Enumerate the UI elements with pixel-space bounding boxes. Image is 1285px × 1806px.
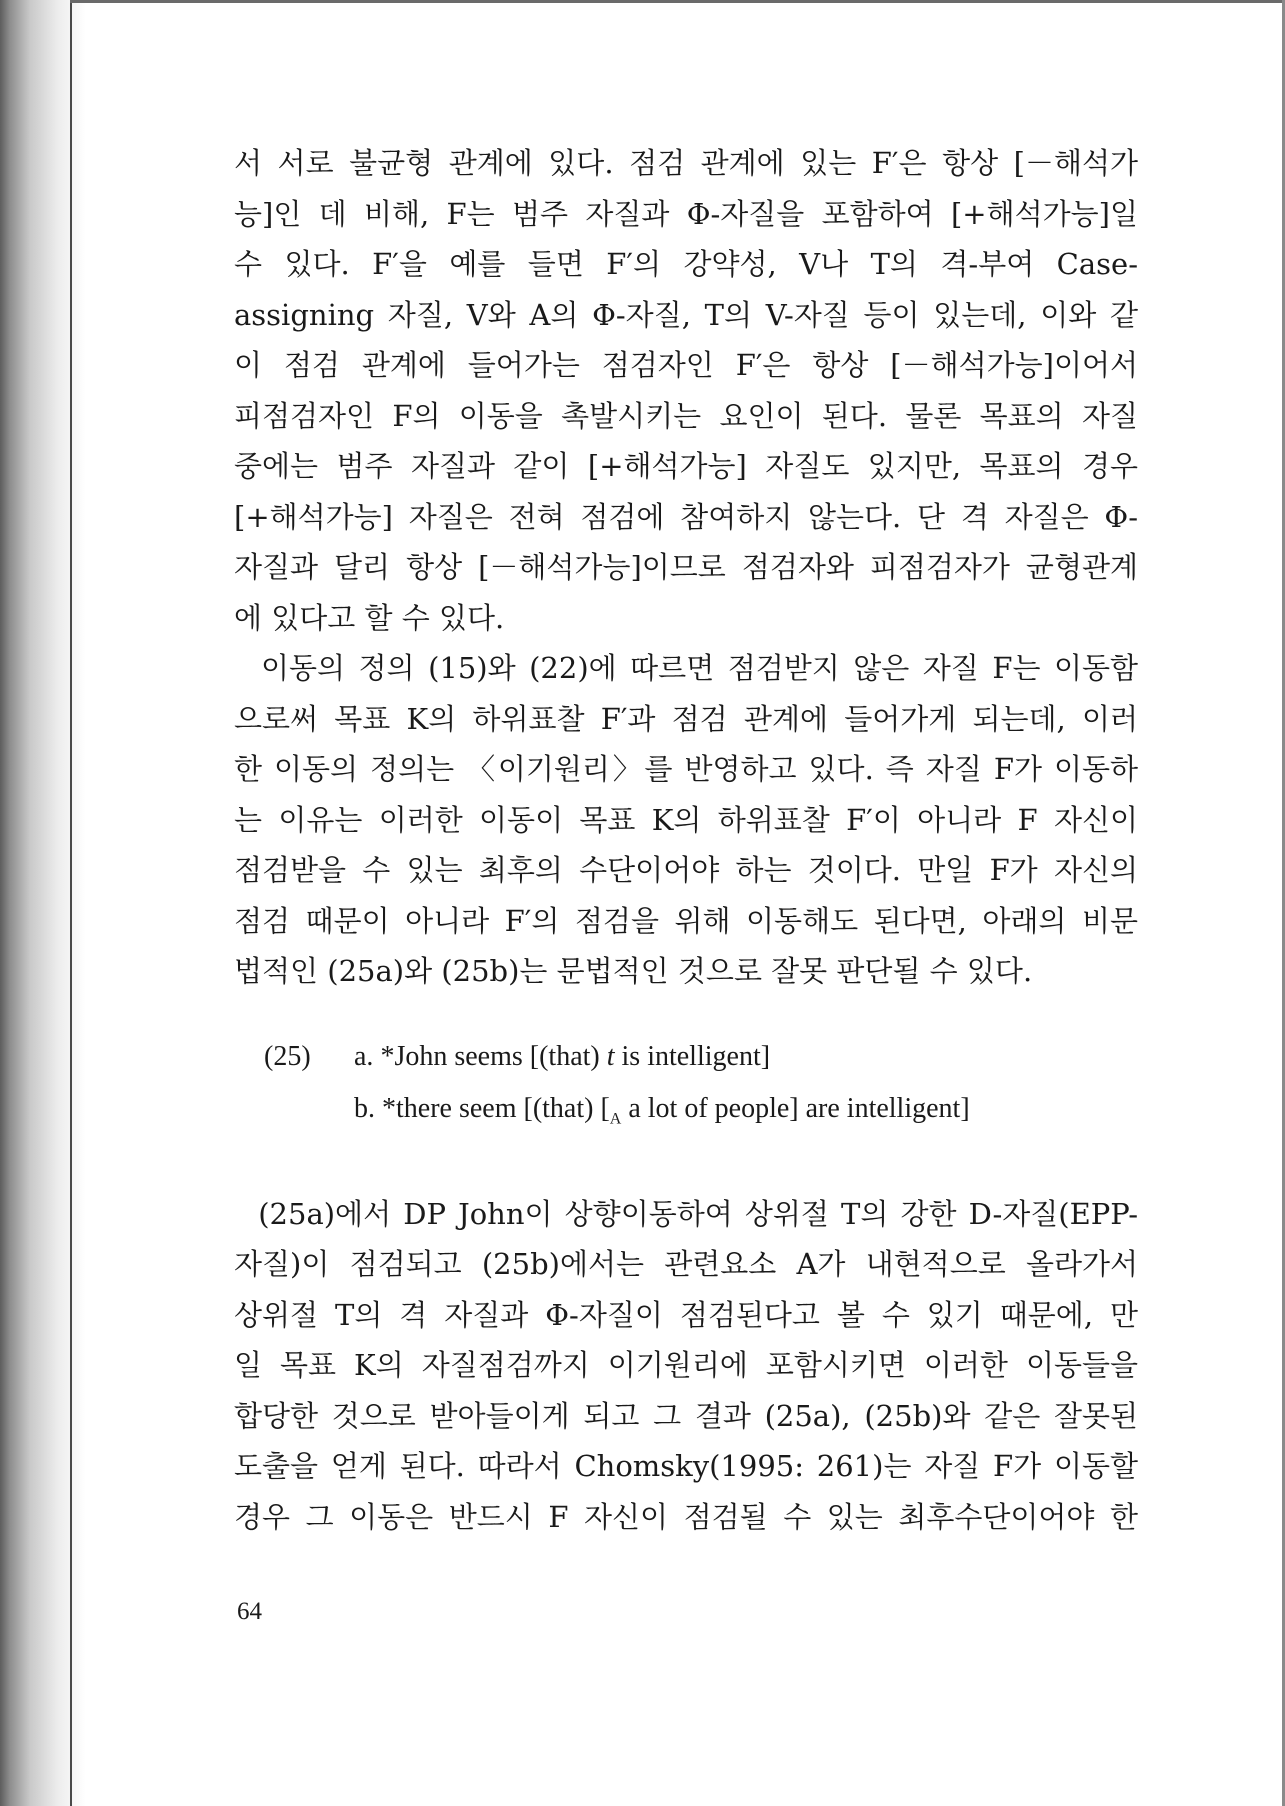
text-line: [+해석가능] 자질은 전혀 점검에 참여하지 않는다. 단 격 자질은 Φ- [234, 499, 1138, 534]
text-line: 에 있다고 할 수 있다. [234, 600, 505, 635]
text-line: 일 목표 K의 자질점검까지 이기원리에 포함시키면 이러한 이동들을 [234, 1348, 1138, 1382]
page-number: 64 [237, 1598, 262, 1625]
example-number: (25) [264, 1040, 311, 1072]
text-line: 한 이동의 정의는 〈이기원리〉를 반영하고 있다. 즉 자질 F가 이동하 [234, 752, 1138, 786]
page-top-edge [70, 0, 1285, 3]
example-b-label: b. [354, 1092, 375, 1124]
example-a [354, 1041, 770, 1073]
text-line: 중에는 범주 자질과 같이 [+해석가능] 자질도 있지만, 목표의 경우 [234, 449, 1138, 483]
text-line: 자질과 달리 항상 [－해석가능]이므로 점검자와 피점검자가 균형관계 [234, 550, 1138, 584]
text-line: 수 있다. F′을 예를 들면 F′의 강약성, V나 T의 격-부여 Case- [234, 247, 1138, 281]
page-body [234, 138, 1138, 1542]
text-line: 피점검자인 F의 이동을 촉발시키는 요인이 된다. 물론 목표의 자질 [234, 398, 1138, 433]
book-spine-shadow [0, 0, 86, 1806]
text-line: 는 이유는 이러한 이동이 목표 K의 하위표찰 F′이 아니라 F 자신이 [234, 802, 1138, 837]
text-line: 서 서로 불균형 관계에 있다. 점검 관계에 있는 F′은 항상 [－해석가 [234, 146, 1138, 180]
text-line: 이 점검 관계에 들어가는 점검자인 F′은 항상 [－해석가능]이어서 [234, 348, 1138, 382]
example-b [354, 1093, 970, 1129]
text-line: 이동의 정의 (15)와 (22)에 따르면 점검받지 않은 자질 F는 이동함 [234, 651, 1138, 685]
example-b-text-pre: *there seem [(that) [ [382, 1092, 610, 1124]
text-line: 으로써 목표 K의 하위표찰 F′과 점검 관계에 들어가게 되는데, 이러 [234, 701, 1138, 736]
example-a-text-post: is intelligent] [614, 1040, 771, 1072]
paragraph-3 [234, 1189, 1138, 1543]
text-line: 점검받을 수 있는 최후의 수단이어야 하는 것이다. 만일 F가 자신의 [234, 853, 1138, 887]
text-line: 상위절 T의 격 자질과 Φ-자질이 점검된다고 볼 수 있기 때문에, 만 [234, 1297, 1138, 1332]
text-line: 도출을 얻게 된다. 따라서 Chomsky(1995: 261)는 자질 F가 이동할 [234, 1449, 1138, 1483]
text-line: 능]인 데 비해, F는 범주 자질과 Φ-자질을 포함하여 [+해석가능]일 [234, 196, 1138, 231]
text-line: 점검 때문이 아니라 F′의 점검을 위해 이동해도 된다면, 아래의 비문 [234, 903, 1138, 938]
example-a-text-pre: *John seems [(that) [380, 1040, 607, 1072]
page-edge-line [70, 0, 72, 1806]
text-line: 합당한 것으로 받아들이게 되고 그 결과 (25a), (25b)와 같은 잘못된 [234, 1398, 1138, 1433]
text-line: 법적인 (25a)와 (25b)는 문법적인 것으로 잘못 판단될 수 있다. [234, 954, 1033, 988]
example-block [234, 1041, 1138, 1141]
text-line: assigning 자질, V와 A의 Φ-자질, T의 V-자질 등이 있는데, 이와 같 [234, 297, 1138, 332]
paragraph-2 [234, 643, 1138, 997]
text-line: 자질)이 점검되고 (25b)에서는 관련요소 A가 내현적으로 올라가서 [234, 1247, 1138, 1281]
text-line: 경우 그 이동은 반드시 F 자신이 점검될 수 있는 최후수단이어야 한 [234, 1499, 1138, 1534]
example-a-trace: t [606, 1040, 615, 1072]
paragraph-1 [234, 138, 1138, 643]
example-b-subscript: A [609, 1110, 622, 1128]
example-a-label: a. [354, 1040, 374, 1072]
example-b-text-post: a lot of people] are intelligent] [621, 1092, 970, 1124]
text-line: (25a)에서 DP John이 상향이동하여 상위절 T의 강한 D-자질(EPP- [234, 1196, 1138, 1231]
